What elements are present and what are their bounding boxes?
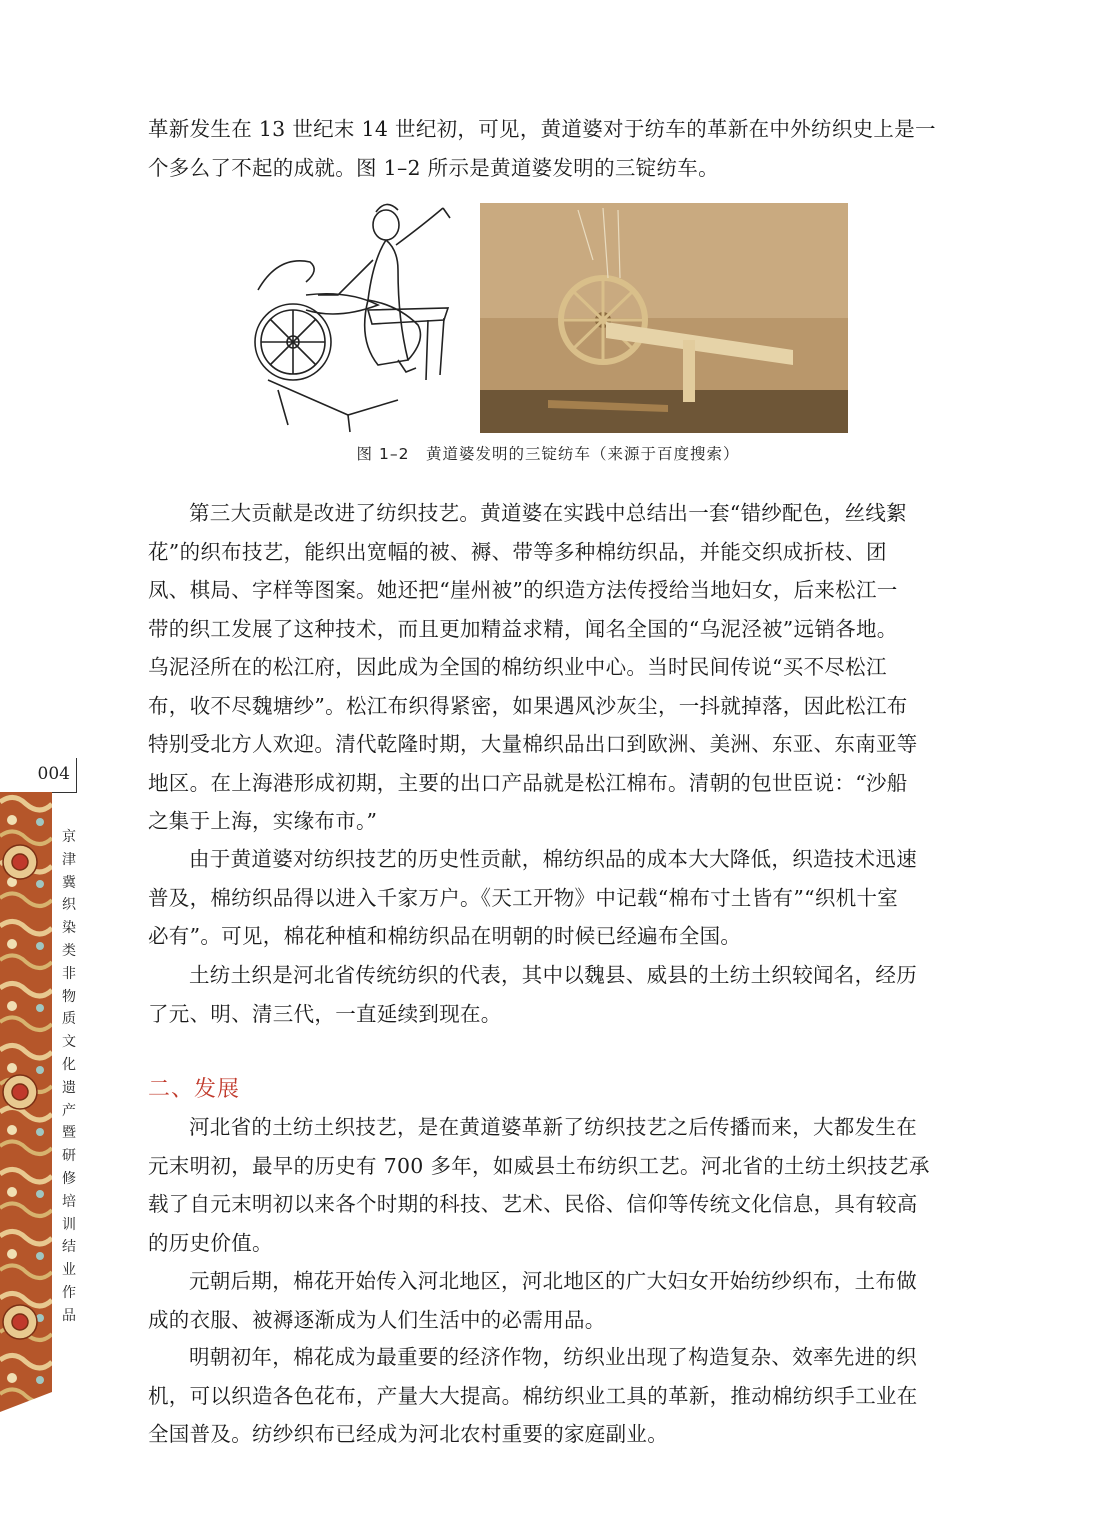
series-title-char: 津 xyxy=(62,851,76,868)
text-line: 带的织工发展了这种技术，而且更加精益求精，闻名全国的“乌泥泾被”远销各地。 xyxy=(148,616,898,641)
paragraph-development-history xyxy=(148,1108,958,1262)
text-line: 个多么了不起的成就。图 1–2 所示是黄道婆发明的三锭纺车。 xyxy=(148,155,719,180)
text-line: 必有”。可见，棉花种植和棉纺织品在明朝的时候已经遍布全国。 xyxy=(148,924,742,948)
series-title-char: 织 xyxy=(62,897,76,914)
series-title-char: 非 xyxy=(62,965,76,982)
text-line: 地区。在上海港形成初期，主要的出口产品就是松江棉布。清朝的包世臣说：“沙船 xyxy=(148,770,908,795)
paragraph-ming-dynasty xyxy=(148,1338,958,1454)
photo-spinning-wheel xyxy=(480,203,848,433)
series-title-char: 业 xyxy=(62,1262,76,1279)
text-line: 由于黄道婆对纺织技艺的历史性贡献，棉纺织品的成本大大降低，织造技术迅速 xyxy=(189,847,917,871)
series-title-char: 训 xyxy=(62,1216,76,1233)
text-line: 之集于上海，实缘布市。” xyxy=(148,809,378,833)
line-drawing-spinning-wheel xyxy=(255,204,450,432)
series-title-char: 产 xyxy=(62,1102,76,1119)
series-title-char: 冀 xyxy=(62,874,76,891)
series-title-char: 文 xyxy=(62,1034,76,1051)
paragraph-intro xyxy=(148,110,958,187)
series-title-char: 遗 xyxy=(62,1079,76,1096)
text-line: 了元、明、清三代，一直延续到现在。 xyxy=(148,1001,502,1026)
series-title-vertical xyxy=(58,826,80,1328)
section-heading-development: 二、发展 xyxy=(148,1077,241,1102)
series-title-char: 化 xyxy=(62,1056,76,1073)
text-line: 乌泥泾所在的松江府，因此成为全国的棉纺织业中心。当时民间传说“买不尽松江 xyxy=(148,655,887,679)
series-title-char: 质 xyxy=(62,1011,76,1028)
text-line: 布，收不尽魏塘纱”。松江布织得紧密，如果遇风沙灰尘，一抖就掉落，因此松江布 xyxy=(148,693,908,718)
paragraph-hebei-weaving xyxy=(148,956,958,1033)
text-line: 全国普及。纺纱织布已经成为河北农村重要的家庭副业。 xyxy=(148,1422,668,1446)
series-title-char: 研 xyxy=(62,1148,76,1165)
text-line: 革新发生在 13 世纪末 14 世纪初，可见，黄道婆对于纺车的革新在中外纺织史上是一 xyxy=(148,117,936,141)
text-line: 河北省的土纺土织技艺，是在黄道婆革新了纺织技艺之后传播而来，大都发生在 xyxy=(189,1115,917,1139)
series-title-char: 结 xyxy=(62,1239,76,1256)
text-line: 普及，棉纺织品得以进入千家万户。《天工开物》中记载“棉布寸土皆有”“织机十室 xyxy=(148,885,899,910)
text-line: 凤、棋局、字样等图案。她还把“崖州被”的织造方法传授给当地妇女，后来松江一 xyxy=(148,578,898,602)
paragraph-yuan-dynasty xyxy=(148,1262,958,1339)
series-title-char: 物 xyxy=(62,988,76,1005)
figure-spinning-wheel xyxy=(248,200,848,436)
series-title-char: 暨 xyxy=(62,1125,76,1142)
series-title-char: 品 xyxy=(62,1307,76,1324)
figure-caption: 图 1–2 黄道婆发明的三锭纺车（来源于百度搜索） xyxy=(356,445,740,463)
text-line: 成的衣服、被褥逐渐成为人们生活中的必需用品。 xyxy=(148,1307,606,1332)
ornamental-band xyxy=(0,792,52,1412)
text-line: 花”的织布技艺，能织出宽幅的被、褥、带等多种棉纺织品，并能交织成折枝、团 xyxy=(148,539,887,564)
text-line: 第三大贡献是改进了纺织技艺。黄道婆在实践中总结出一套“错纱配色，丝线絮 xyxy=(189,501,907,525)
text-line: 的历史价值。 xyxy=(148,1230,273,1255)
paragraph-third-contribution xyxy=(148,494,958,841)
series-title-char: 培 xyxy=(62,1193,76,1210)
series-title-char: 京 xyxy=(62,829,76,845)
spinning-wheel-illustration xyxy=(248,200,848,436)
paragraph-historical-contribution xyxy=(148,840,958,956)
text-line: 特别受北方人欢迎。清代乾隆时期，大量棉织品出口到欧洲、美洲、东亚、东南亚等 xyxy=(148,732,918,756)
series-title-char: 染 xyxy=(62,920,76,937)
page-number-box xyxy=(0,758,77,793)
text-line: 载了自元末明初以来各个时期的科技、艺术、民俗、信仰等传统文化信息，具有较高 xyxy=(148,1192,918,1216)
text-line: 明朝初年，棉花成为最重要的经济作物，纺织业出现了构造复杂、效率先进的织 xyxy=(189,1345,917,1369)
series-title-char: 修 xyxy=(62,1170,76,1187)
text-line: 机，可以织造各色花布，产量大大提高。棉纺织业工具的革新，推动棉纺织手工业在 xyxy=(148,1383,918,1408)
series-title-char: 作 xyxy=(62,1284,76,1301)
page-number: 004 xyxy=(37,764,70,784)
text-line: 土纺土织是河北省传统纺织的代表，其中以魏县、威县的土纺土织较闻名，经历 xyxy=(189,963,917,987)
series-title-char: 类 xyxy=(62,942,76,959)
text-line: 元朝后期，棉花开始传入河北地区，河北地区的广大妇女开始纺纱织布，土布做 xyxy=(189,1269,917,1293)
text-line: 元末明初，最早的历史有 700 多年，如威县土布纺织工艺。河北省的土纺土织技艺承 xyxy=(148,1153,930,1178)
